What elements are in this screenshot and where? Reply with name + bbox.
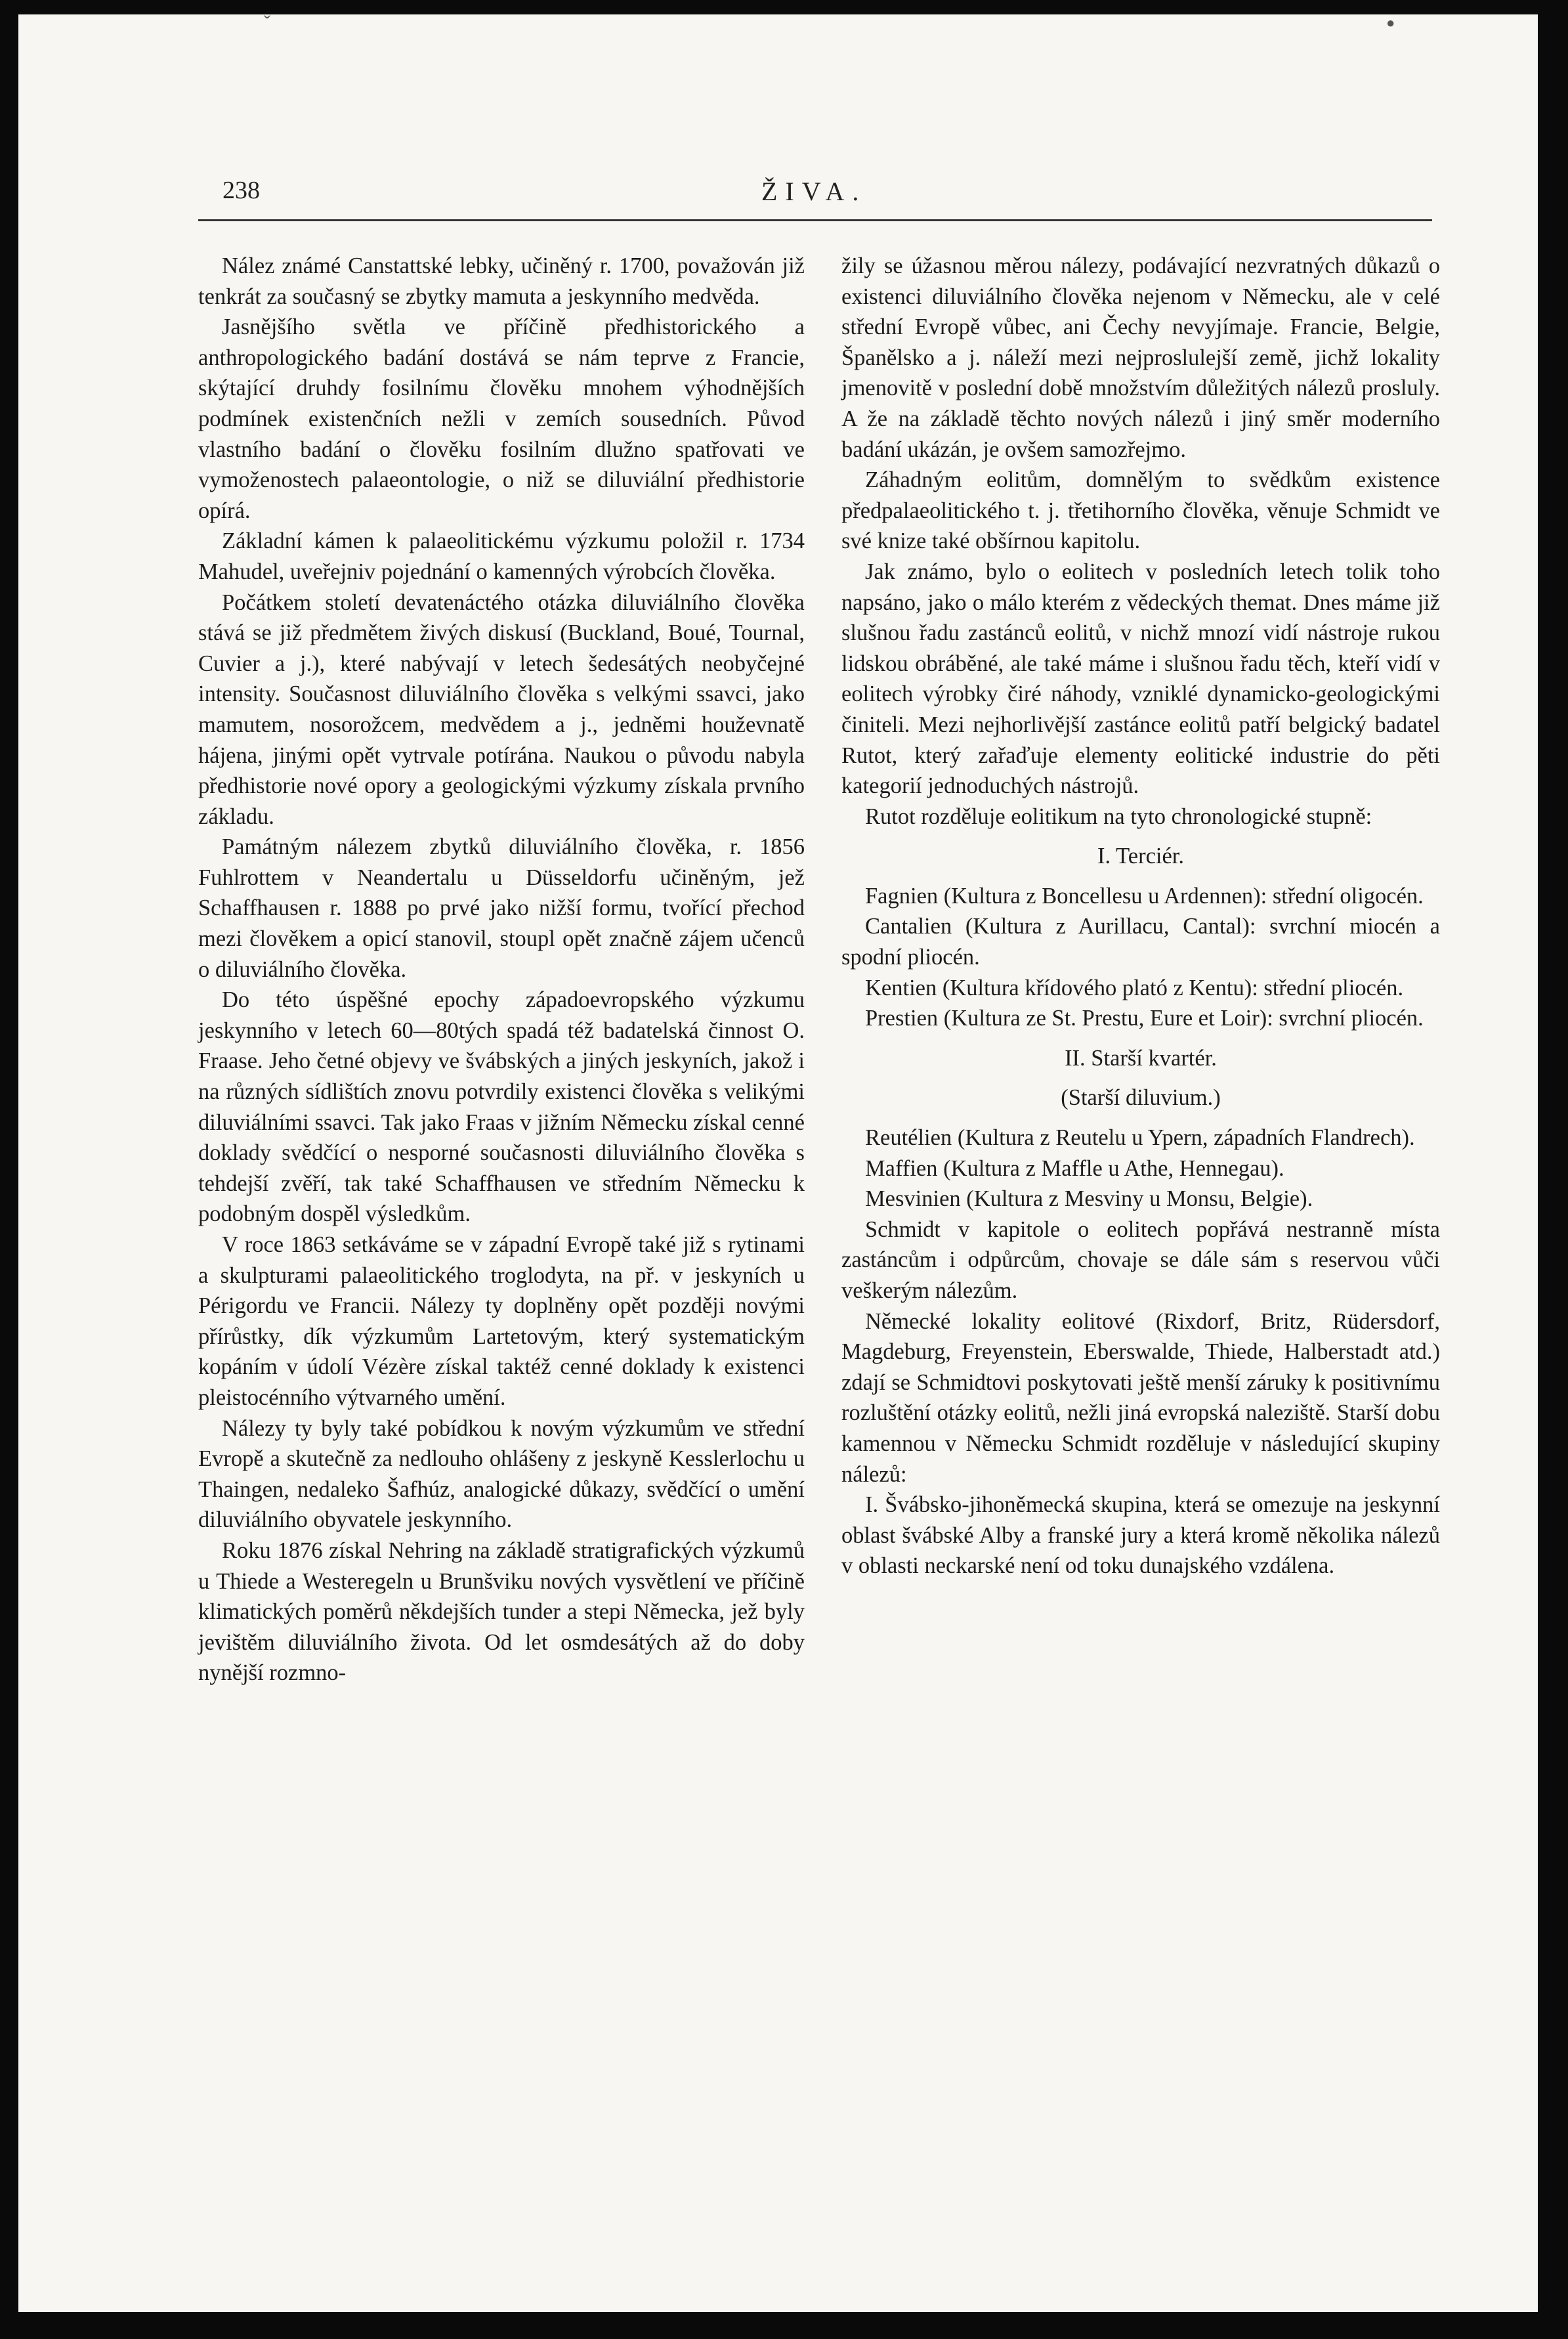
paragraph: Německé lokality eolitové (Rixdorf, Britz, Rüdersdorf, Magdeburg, Freyenstein, Eberswalde, Thiede, Halberstadt atd.) zdají se Schmidtovi poskytovati ještě menší záruky k positivnímu rozluštění otázky eolitů, nežli jiná evropská naleziště. Starší dobu kamennou v Německu Schmidt rozděluje v následující skupiny nálezů:: [841, 1308, 1440, 1487]
list-item: Kentien (Kultura křídového plató z Kentu): střední pliocén.: [865, 975, 1404, 1000]
paragraph: Rutot rozděluje eolitikum na tyto chronologické stupně:: [865, 804, 1372, 829]
list-item: Cantalien (Kultura z Aurillacu, Cantal): svrchní miocén a spodní pliocén.: [841, 914, 1440, 970]
paragraph: Počátkem století devatenáctého otázka diluviálního člověka stává se již předmětem živých diskusí (Buckland, Boué, Tournal, Cuvier a j.), které nabývají v letech šedesátých neobyčejné intensity. Současnost diluviálního člověka s velkými ssavci, jako mamutem, nosorožcem, medvědem a j., jedněmi houževnatě hájena, jinými opět vytrvale potírána. Naukou o původu nabyla předhistorie nové opory a geologickými výzkumy získala prvního základu.: [198, 590, 805, 829]
section-subheading: (Starší diluvium.): [1061, 1085, 1221, 1111]
right-column: [841, 251, 1440, 1581]
left-column: [198, 251, 805, 1688]
paragraph: Do této úspěšné epochy západoevropského výzkumu jeskynního v letech 60—80tých spadá též badatelská činnost O. Fraase. Jeho četné objevy ve švábských a jiných jeskyních, jakož i na různých sídlištích znovu potvrdily existenci člověka s velikými diluviálními ssavci. Tak jako Fraas v jižním Německu získal cenné doklady svědčící o nesporné současnosti diluviálního člověka s tehdejší zvěří, tak také Schaffhausen ve středním Německu k podobným dospěl výsledkům.: [198, 987, 805, 1227]
paragraph: V roce 1863 setkáváme se v západní Evropě také již s rytinami a skulpturami palaeolitického troglodyta, na př. v jeskyních u Périgordu ve Francii. Nálezy ty doplněny opět později novými přírůstky, dík výzkumům Lartetovým, který systematickým kopáním v údolí Vézère získal taktéž cenné doklady k existenci pleistocénního výtvarného umění.: [198, 1232, 805, 1410]
section-heading: II. Starší kvartér.: [1065, 1045, 1217, 1071]
paragraph: Záhadným eolitům, domnělým to svědkům existence předpalaeolitického t. j. třetihorního člověka, věnuje Schmidt ve své knize také obšírnou kapitolu.: [841, 467, 1440, 554]
paragraph: I. Švábsko-jihoněmecká skupina, která se omezuje na jeskynní oblast švábské Alby a franské jury a která kromě několika nálezů v oblasti neckarské není od toku dunajského vzdálena.: [841, 1492, 1440, 1579]
list-item: Mesvinien (Kultura z Mesviny u Monsu, Belgie).: [865, 1186, 1313, 1212]
list-item: Prestien (Kultura ze St. Prestu, Eure et Loir): svrchní pliocén.: [865, 1006, 1424, 1031]
list-item: Maffien (Kultura z Maffle u Athe, Hennegau).: [865, 1155, 1284, 1181]
paragraph: Jasnějšího světla ve příčině předhistorického a anthropologického badání dostává se nám teprve z Francie, skýtající druhdy fosilnímu člověku mnohem výhodnějších podmínek existenčních nežli v zemích sousedních. Původ vlastního badání o člověku fosilním dlužno spatřovati ve vymoženostech palaeontologie, o niž se diluviální předhistorie opírá.: [198, 314, 805, 523]
paragraph: Schmidt v kapitole o eolitech popřává nestranně místa zastáncům i odpůrcům, chovaje se dále sám s reservou vůči veškerým nálezům.: [841, 1216, 1440, 1303]
list-item: Reutélien (Kultura z Reutelu u Ypern, západních Flandrech).: [865, 1125, 1415, 1151]
paragraph: Nález známé Canstattské lebky, učiněný r. 1700, považován již tenkrát za současný se zbytky mamuta a jeskynního medvěda.: [198, 253, 805, 309]
paragraph: Nálezy ty byly také pobídkou k novým výzkumům ve střední Evropě a skutečně za nedlouho ohlášeny z jeskyně Kesslerlochu u Thaingen, nedaleko Šafhúz, analogické důkazy, svědčící o umění diluviálního obyvatele jeskynního.: [198, 1415, 805, 1533]
page-number: 238: [222, 177, 260, 204]
paragraph: Roku 1876 získal Nehring na základě stratigrafických výzkumů u Thiede a Westeregeln u Brunšviku nových vysvětlení ve příčině klimatických poměrů někdejších tunder a stepi Německa, jež byly jevištěm diluviálního života. Od let osmdesátých až do doby nynější rozmno-: [198, 1537, 805, 1686]
header-rule: [198, 219, 1432, 221]
running-title: ŽIVA.: [761, 177, 867, 206]
paragraph: Jak známo, bylo o eolitech v posledních letech tolik toho napsáno, jako o málo kterém z vědeckých themat. Dnes máme již slušnou řadu zastánců eolitů, v nichž mnozí vidí nástroje rukou lidskou obráběné, ale také máme i slušnou řadu těch, kteří vidí v eolitech výrobky čiré náhody, vzniklé dynamicko-geologickými činiteli. Mezi nejhorlivější zastánce eolitů patří belgický badatel Rutot, který zařaďuje elementy eolitické industrie do pěti kategorií jednoduchých nástrojů.: [841, 559, 1440, 799]
scan-dot: ●: [1386, 14, 1395, 31]
paragraph: Základní kámen k palaeolitickému výzkumu položil r. 1734 Mahudel, uveřejniv pojednání o kamenných výrobcích člověka.: [198, 528, 805, 584]
page-header: [220, 176, 1428, 215]
section-heading: I. Terciér.: [1097, 844, 1184, 869]
paragraph: žily se úžasnou měrou nálezy, podávající nezvratných důkazů o existenci diluviálního člověka nejenom v Německu, ale v celé střední Evropě vůbec, ani Čechy nevyjímaje. Francie, Belgie, Španělsko a j. náleží mezi nejproslulejší země, jichž lokality jmenovitě v poslední době množstvím důležitých nálezů prosluly. A že na základě těchto nových nálezů i jiný směr moderního badání ukázán, je ovšem samozřejmo.: [841, 253, 1440, 462]
scan-speck: ˇ: [264, 12, 270, 33]
paragraph: Památným nálezem zbytků diluviálního člověka, r. 1856 Fuhlrottem v Neandertalu u Düsseldorfu učiněným, jež Schaffhausen r. 1888 po prvé jako nižší formu, tvořící přechod mezi člověkem a opicí stanovil, stoupl opět značně zájem učenců o diluviálního člověka.: [198, 834, 805, 982]
list-item: Fagnien (Kultura z Boncellesu u Ardennen): střední oligocén.: [865, 883, 1424, 909]
